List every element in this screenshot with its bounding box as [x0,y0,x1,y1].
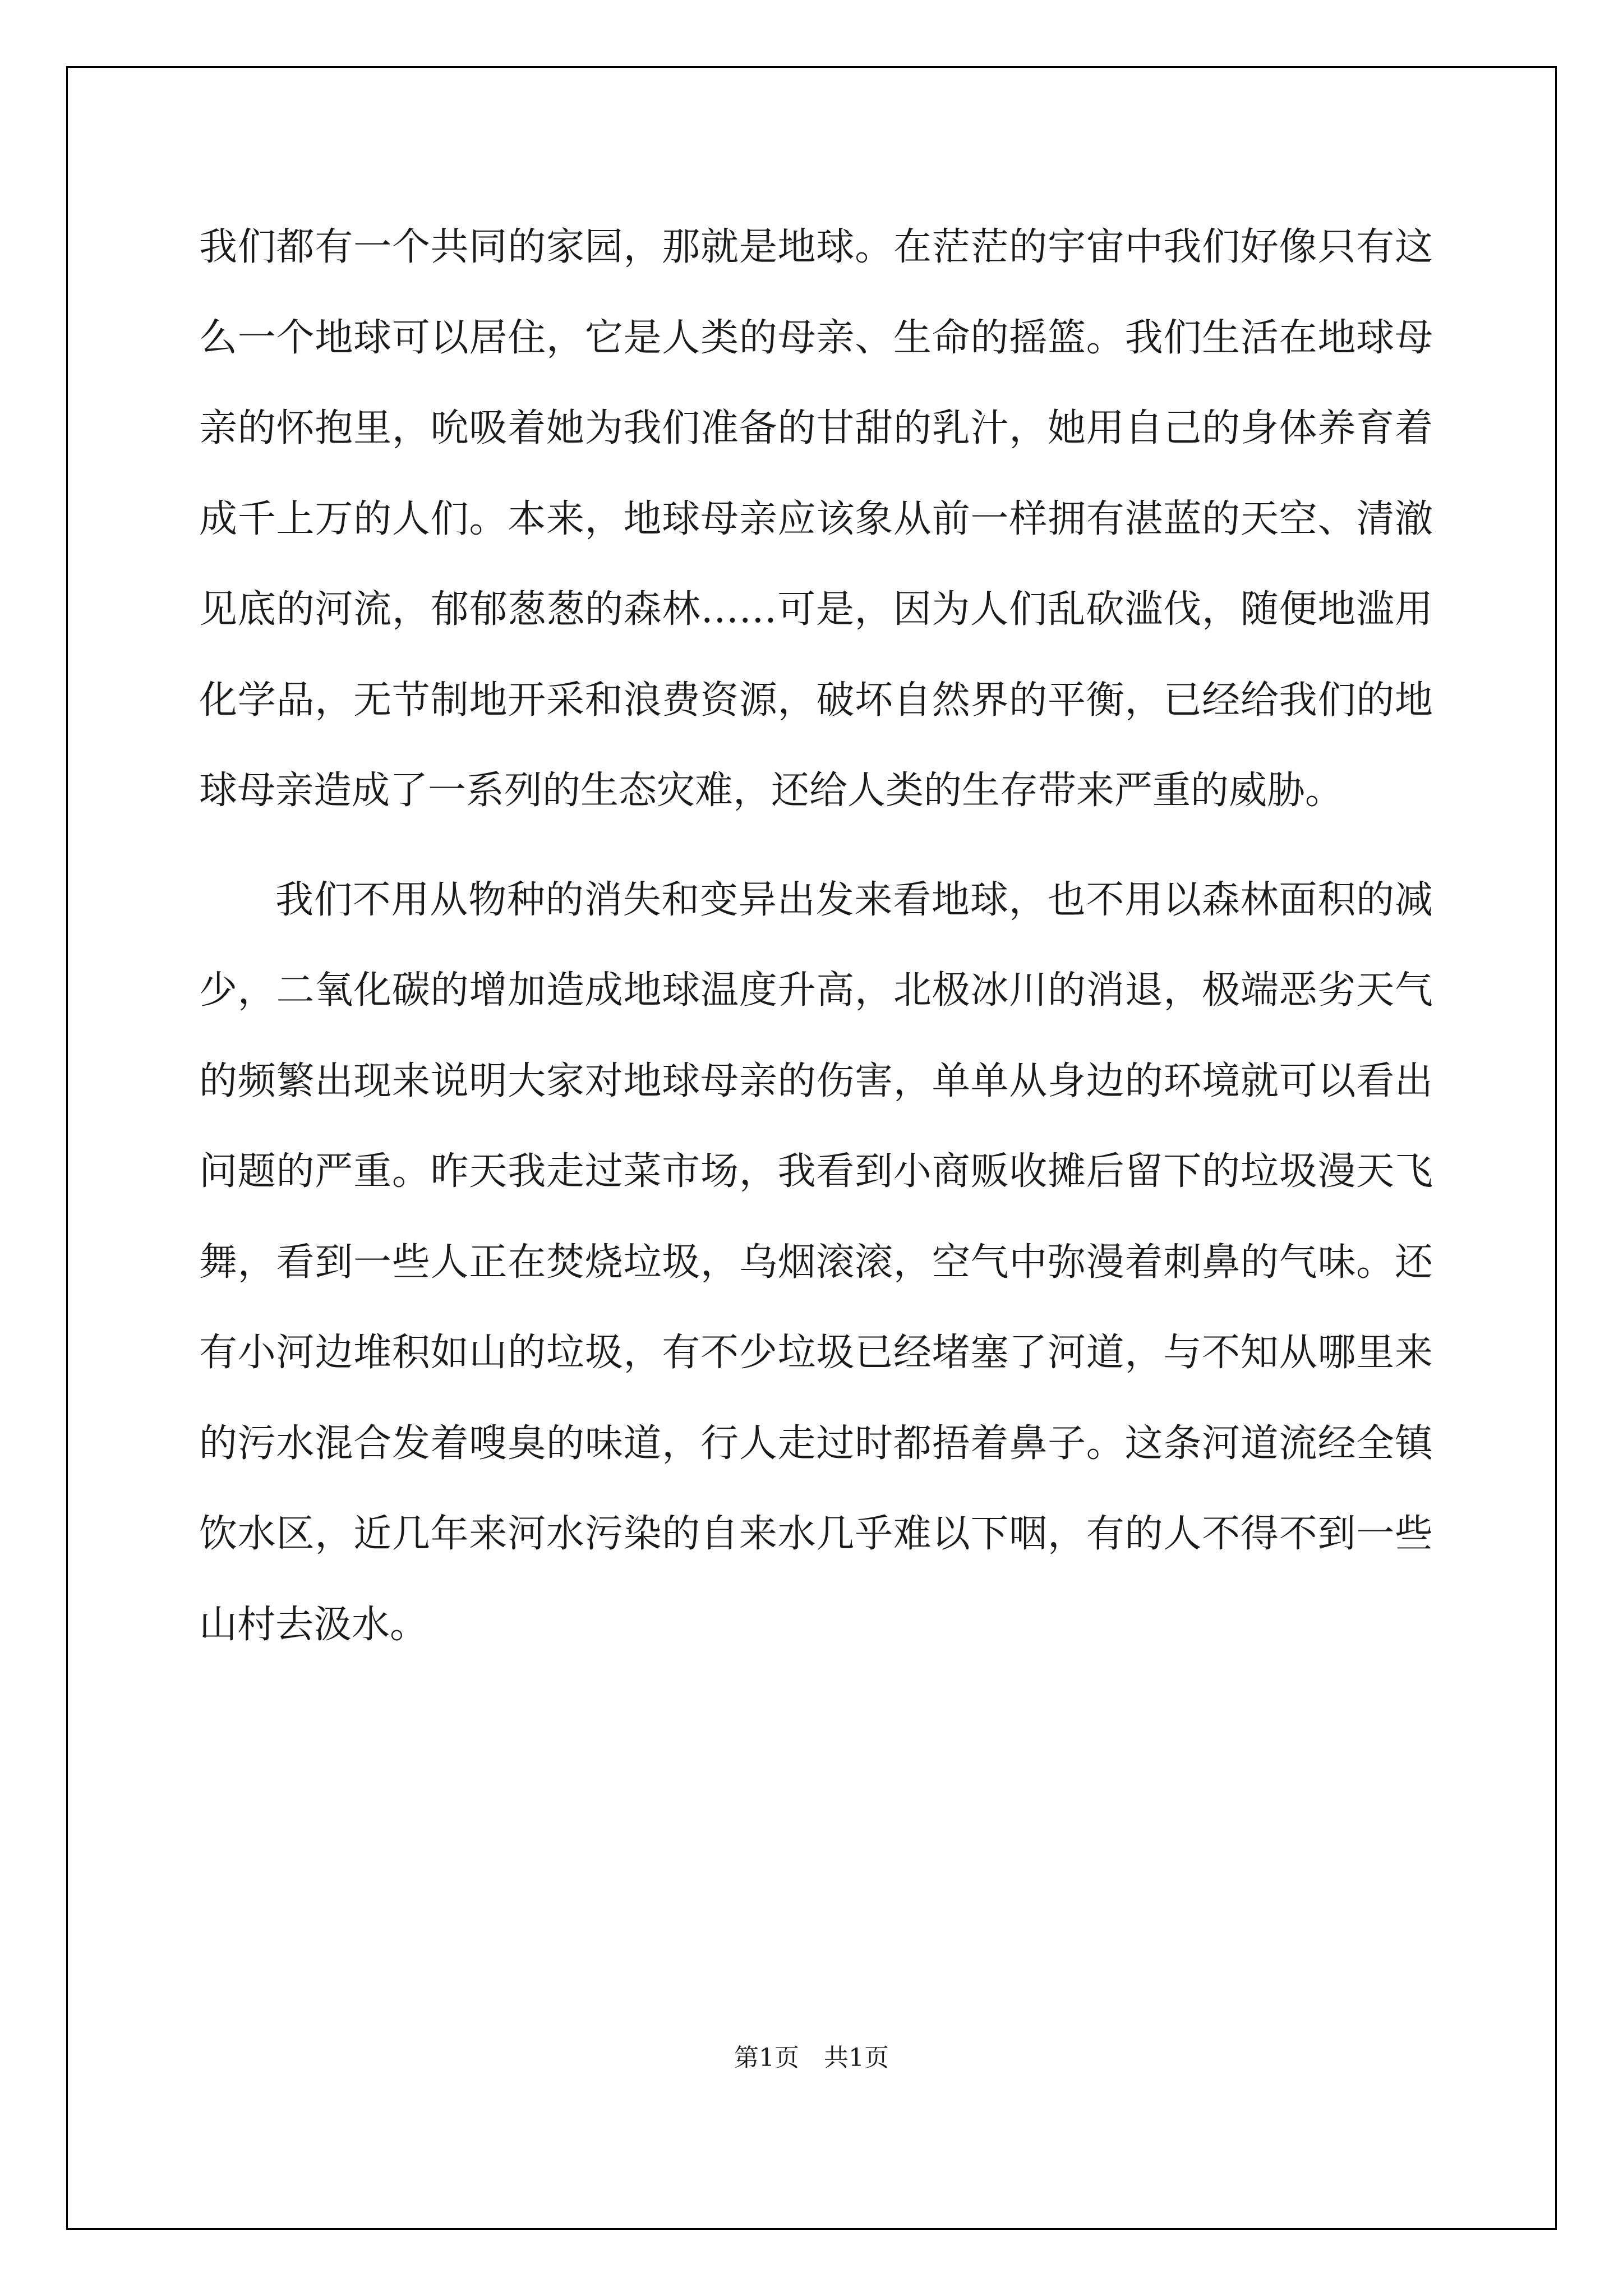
document-body [199,202,1433,1670]
page-number-footer: 第1页 共1页 [734,2044,889,2072]
paragraph-1: 我们都有一个共同的家园，那就是地球。在茫茫的宇宙中我们好像只有这么一个地球可以居住，它是人类的母亲、生命的摇篮。我们生活在地球母亲的怀抱里，吮吸着她为我们准备的甘甜的乳汁，她用自己的身体养育着成千上万的人们。本来，地球母亲应该象从前一样拥有湛蓝的天空、清澈见底的河流，郁郁葱葱的森林……可是，因为人们乱砍滥伐，随便地滥用化学品，无节制地开采和浪费资源，破坏自然界的平衡，已经给我们的地球母亲造成了一系列的生态灾难，还给人类的生存带来严重的威胁。 [199,225,1433,813]
paragraph-2: 我们不用从物种的消失和变异出发来看地球，也不用以森林面积的减少，二氧化碳的增加造成地球温度升高，北极冰川的消退，极端恶劣天气的频繁出现来说明大家对地球母亲的伤害，单单从身边的环境就可以看出问题的严重。昨天我走过菜市场，我看到小商贩收摊后留下的垃圾漫天飞舞，看到一些人正在焚烧垃圾，乌烟滚滚，空气中弥漫着刺鼻的气味。还有小河边堆积如山的垃圾，有不少垃圾已经堵塞了河道，与不知从哪里来的污水混合发着嗖臭的味道，行人走过时都捂着鼻子。这条河道流经全镇饮水区，近几年来河水污染的自来水几乎难以下咽，有的人不得不到一些山村去汲水。 [199,877,1433,1647]
